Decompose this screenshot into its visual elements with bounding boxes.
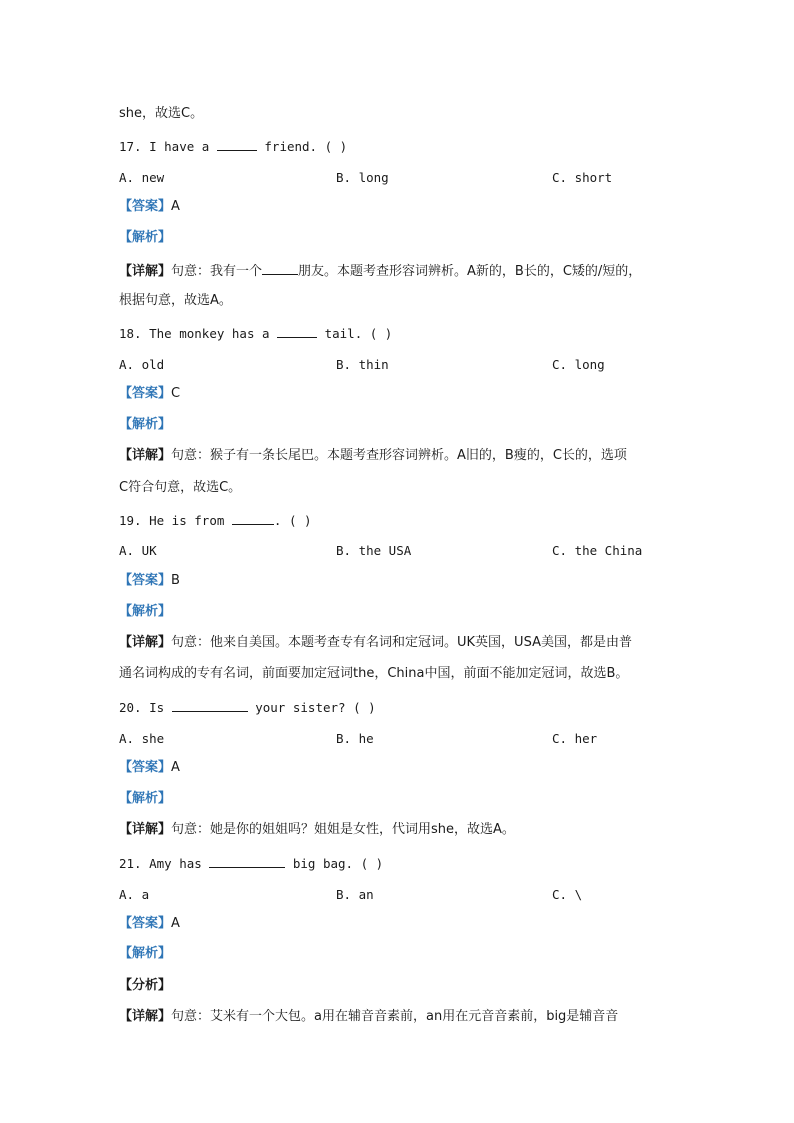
analysis-tag: 【解析】 (119, 230, 172, 245)
answer-value: A (171, 760, 180, 775)
question-number: 17. (119, 139, 142, 154)
question-text-after: big bag. ( ) (292, 856, 384, 871)
answer-tag: 【答案】 (119, 760, 172, 775)
analysis-tag: 【解析】 (119, 604, 172, 619)
option-c: C. \ (552, 887, 583, 902)
answer-value: C (171, 386, 181, 401)
question-21 (119, 855, 383, 871)
option-b: B. thin (336, 357, 389, 372)
option-c: C. short (552, 170, 613, 185)
question-text-before: Is (149, 700, 165, 715)
detail-line: 【详解】句意：我有一个 朋友。本题考查形容词辨析。A新的，B长的，C矮的/短的， (119, 264, 642, 279)
option-a: A. a (119, 887, 150, 902)
answer-blank (217, 138, 257, 151)
intro-line: she，故选C。 (119, 106, 204, 121)
detail-line: 【详解】句意：她是你的姐姐吗？姐姐是女性，代词用she，故选A。 (119, 822, 515, 837)
answer-line (119, 573, 180, 589)
detail-line: 【详解】句意：猴子有一条长尾巴。本题考查形容词辨析。A旧的，B瘦的，C长的，选项 (119, 448, 627, 463)
answer-tag: 【答案】 (119, 386, 172, 401)
option-b: B. he (336, 731, 374, 746)
detail-tag: 【详解】 (119, 448, 172, 463)
detail-line-cont: C符合句意，故选C。 (119, 480, 242, 495)
answer-line (119, 199, 180, 215)
option-a: A. she (119, 731, 165, 746)
question-17 (119, 138, 347, 154)
question-20 (119, 699, 376, 715)
question-text-before: He is from (149, 513, 225, 528)
answer-line (119, 760, 180, 776)
option-a: A. old (119, 357, 165, 372)
answer-value: A (171, 916, 180, 931)
answer-line (119, 386, 180, 402)
detail-tag: 【详解】 (119, 264, 172, 279)
option-a: A. new (119, 170, 165, 185)
question-text-before: Amy has (149, 856, 202, 871)
answer-line (119, 916, 180, 932)
detail-line-cont: 通名词构成的专有名词，前面要加定冠词the，China中国，前面不能加定冠词，故选B。 (119, 666, 629, 681)
question-19 (119, 512, 312, 528)
question-text-before: I have a (149, 139, 210, 154)
answer-tag: 【答案】 (119, 916, 172, 931)
answer-tag: 【答案】 (119, 573, 172, 588)
detail-tag: 【详解】 (119, 822, 172, 837)
question-number: 19. (119, 513, 142, 528)
option-a: A. UK (119, 543, 157, 558)
answer-blank (172, 699, 248, 712)
analysis-line (119, 791, 171, 807)
detail-tag: 【详解】 (119, 1009, 172, 1024)
analysis-tag: 【解析】 (119, 946, 172, 961)
answer-value: A (171, 199, 180, 214)
detail-line-cont: 根据句意，故选A。 (119, 293, 232, 308)
question-text-after: friend. ( ) (264, 139, 348, 154)
detail-line: 【详解】句意：他来自美国。本题考查专有名词和定冠词。UK英国，USA美国，都是由普 (119, 635, 632, 650)
analysis-tag: 【解析】 (119, 417, 172, 432)
option-b: B. an (336, 887, 374, 902)
answer-blank (209, 855, 285, 868)
fenxi-tag: 【分析】 (119, 978, 172, 993)
analysis-line (119, 417, 171, 433)
option-b: B. the USA (336, 543, 412, 558)
question-text-after: . ( ) (273, 513, 312, 528)
analysis-tag: 【解析】 (119, 791, 172, 806)
question-number: 18. (119, 326, 142, 341)
answer-blank (232, 512, 274, 525)
analysis-line (119, 604, 171, 620)
answer-blank (277, 325, 317, 338)
question-number: 20. (119, 700, 142, 715)
analysis-line (119, 230, 171, 246)
answer-value: B (171, 573, 180, 588)
answer-tag: 【答案】 (119, 199, 172, 214)
question-text-before: The monkey has a (149, 326, 270, 341)
question-number: 21. (119, 856, 142, 871)
option-c: C. long (552, 357, 605, 372)
fenxi-line (119, 978, 171, 994)
question-text-after: tail. ( ) (324, 326, 393, 341)
answer-blank (262, 262, 298, 275)
option-c: C. the China (552, 543, 643, 558)
question-18 (119, 325, 392, 341)
option-c: C. her (552, 731, 598, 746)
analysis-line (119, 946, 171, 962)
detail-line: 【详解】句意：艾米有一个大包。a用在辅音音素前，an用在元音音素前，big是辅音音 (119, 1009, 619, 1024)
question-text-after: your sister? ( ) (255, 700, 376, 715)
detail-tag: 【详解】 (119, 635, 172, 650)
option-b: B. long (336, 170, 389, 185)
